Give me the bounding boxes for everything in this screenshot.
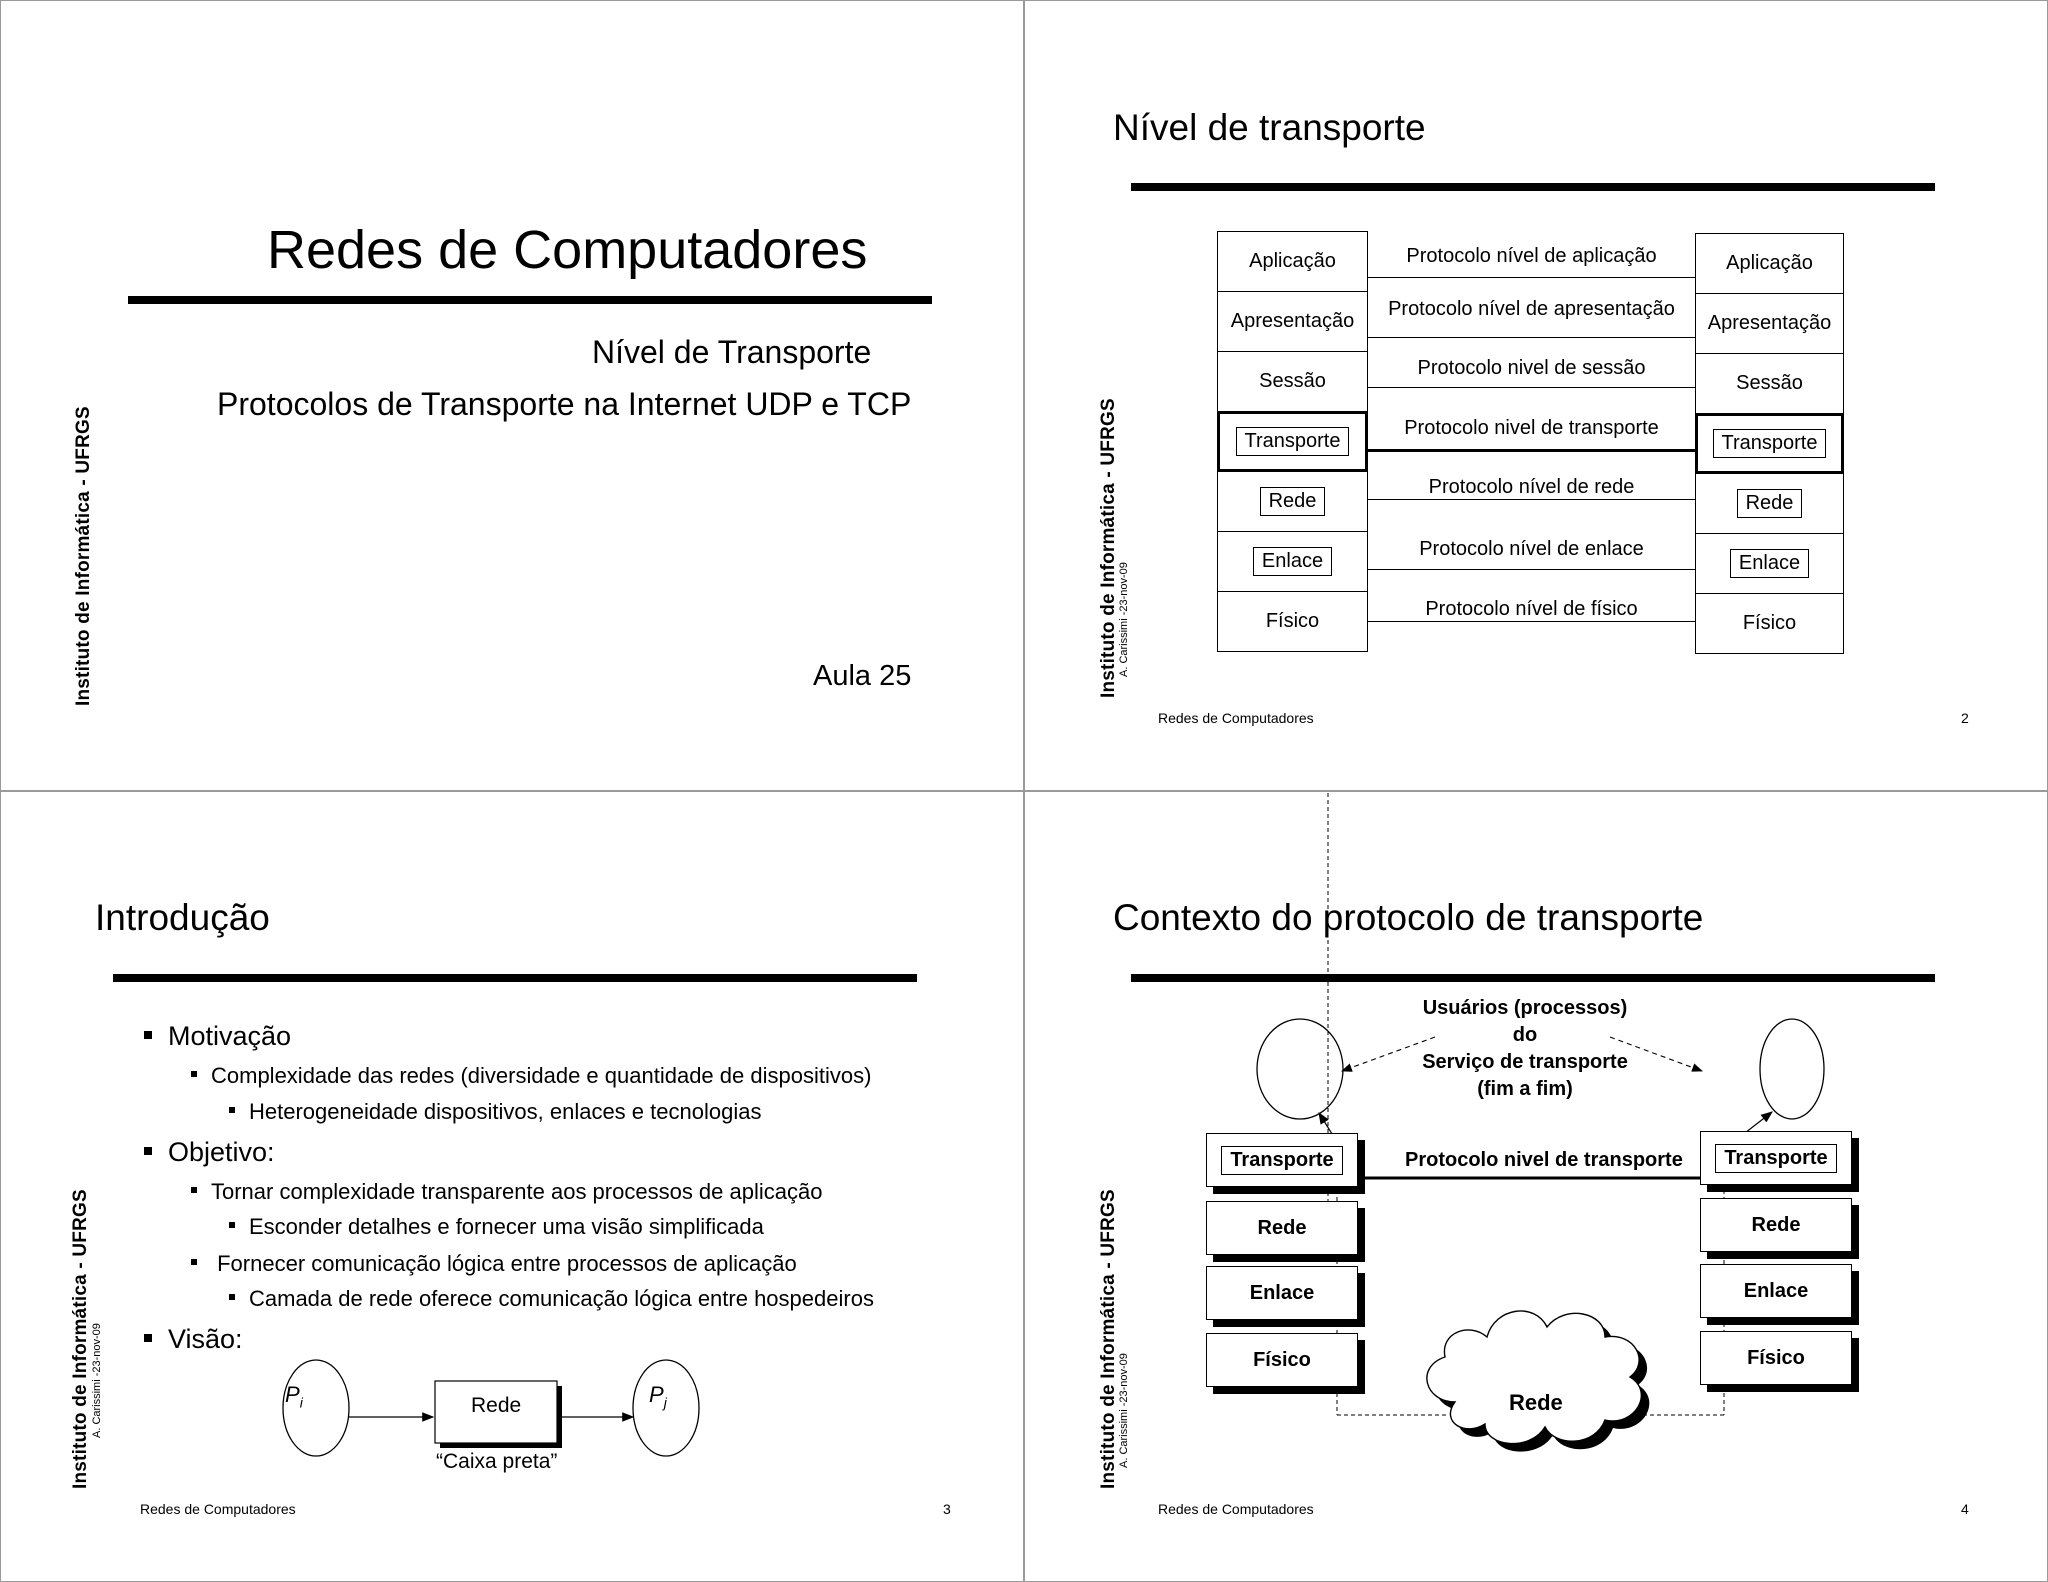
layer-label: Enlace bbox=[1253, 547, 1332, 576]
bullet-text: Motivação bbox=[168, 1021, 292, 1051]
title-rule bbox=[128, 296, 932, 304]
footer-text: Redes de Computadores bbox=[140, 1501, 296, 1517]
footer-text: Redes de Computadores bbox=[1158, 1501, 1314, 1517]
blackbox-caption: “Caixa preta” bbox=[436, 1450, 558, 1473]
bullet-text: Tornar complexidade transparente aos processos de aplicação bbox=[211, 1179, 823, 1204]
stack-layer-transporte bbox=[1206, 1133, 1358, 1187]
side-institute-label: Instituto de Informática - UFRGS bbox=[70, 1189, 91, 1489]
bullet-text: Camada de rede oferece comunicação lógica entre hospedeiros bbox=[249, 1286, 874, 1311]
protocol-label: Protocolo nivel de sessão bbox=[1417, 357, 1646, 379]
layer-label: Aplicação bbox=[1249, 250, 1336, 272]
stack-layer-label: Transporte bbox=[1221, 1146, 1342, 1175]
stack-layer-enlace bbox=[1700, 1264, 1852, 1318]
bullet-text: Complexidade das redes (diversidade e quantidade de dispositivos) bbox=[211, 1063, 872, 1088]
protocol-line bbox=[1368, 449, 1695, 452]
slide-4 bbox=[1024, 791, 2048, 1582]
protocol-line bbox=[1368, 337, 1695, 338]
slide-title: Nível de transporte bbox=[1113, 107, 1426, 148]
right-layer-aplicao bbox=[1695, 233, 1844, 294]
slide-1 bbox=[0, 0, 1024, 791]
protocol-label: Protocolo nível de enlace bbox=[1419, 538, 1644, 560]
left-layer-aplicao bbox=[1217, 231, 1368, 292]
stack-layer-fsico bbox=[1206, 1333, 1358, 1387]
stack-layer-fsico bbox=[1700, 1331, 1852, 1385]
layer-label: Físico bbox=[1265, 610, 1320, 632]
bullet-level-3 bbox=[229, 1214, 764, 1240]
bullet-text: Esconder detalhes e fornecer uma visão simplificada bbox=[249, 1214, 764, 1239]
layer-label: Enlace bbox=[1730, 549, 1809, 578]
side-author-label: A. Carissimi -23-nov-09 bbox=[1118, 1353, 1130, 1468]
left-layer-sesso bbox=[1217, 351, 1368, 412]
footer-text: Redes de Computadores bbox=[1158, 710, 1314, 726]
layer-label: Aplicação bbox=[1726, 252, 1813, 274]
protocol-line bbox=[1368, 277, 1695, 278]
bullet-level-2 bbox=[191, 1179, 822, 1205]
bullet-text: Heterogeneidade dispositivos, enlaces e tecnologias bbox=[249, 1099, 762, 1124]
protocol-line bbox=[1368, 387, 1695, 388]
right-layer-apresentao bbox=[1695, 293, 1844, 354]
layer-label: Rede bbox=[1260, 487, 1326, 516]
bullet-level-2 bbox=[191, 1251, 797, 1277]
stack-layer-label: Físico bbox=[1747, 1346, 1805, 1369]
side-institute-label: Instituto de Informática - UFRGS bbox=[73, 406, 94, 706]
bullet-square-icon bbox=[144, 1147, 152, 1155]
rede-box-label: Rede bbox=[471, 1394, 522, 1417]
slide-3 bbox=[0, 791, 1024, 1582]
bullet-square-icon bbox=[144, 1334, 152, 1342]
bullet-square-icon bbox=[191, 1071, 197, 1077]
bullet-level-1 bbox=[144, 1021, 291, 1052]
cloud-label: Rede bbox=[1509, 1390, 1563, 1415]
right-layer-rede bbox=[1695, 473, 1844, 534]
protocol-line bbox=[1368, 569, 1695, 570]
stack-layer-rede bbox=[1206, 1201, 1358, 1255]
bullet-level-1 bbox=[144, 1137, 275, 1168]
layer-label: Físico bbox=[1742, 612, 1797, 634]
layer-label: Transporte bbox=[1236, 427, 1350, 456]
bullet-text: Visão: bbox=[168, 1324, 243, 1354]
bullet-level-3 bbox=[229, 1099, 761, 1125]
stack-layer-transporte bbox=[1700, 1131, 1852, 1185]
protocol-label: Protocolo nível de apresentação bbox=[1388, 298, 1675, 320]
slide-title: Contexto do protocolo de transporte bbox=[1113, 897, 1704, 938]
protocol-label: Protocolo nível de aplicação bbox=[1406, 245, 1657, 267]
title-rule bbox=[113, 974, 917, 982]
bullet-level-1 bbox=[144, 1324, 243, 1355]
right-layer-fsico bbox=[1695, 593, 1844, 654]
bullet-square-icon bbox=[229, 1107, 235, 1113]
side-author-label: A. Carissimi -23-nov-09 bbox=[1118, 562, 1130, 677]
bullet-text: Fornecer comunicação lógica entre processos de aplicação bbox=[211, 1251, 797, 1276]
stack-layer-label: Rede bbox=[1257, 1216, 1307, 1239]
bullet-square-icon bbox=[191, 1187, 197, 1193]
bullet-level-3 bbox=[229, 1286, 874, 1312]
left-layer-fsico bbox=[1217, 591, 1368, 652]
side-institute-label: Instituto de Informática - UFRGS bbox=[1098, 1189, 1119, 1489]
left-layer-enlace bbox=[1217, 531, 1368, 592]
blackbox-diagram bbox=[271, 1342, 721, 1502]
page-number: 4 bbox=[1961, 1501, 1969, 1517]
users-label: Usuários (processos) do Serviço de transporte (fim a fim) bbox=[1422, 997, 1628, 1100]
layer-label: Rede bbox=[1737, 489, 1803, 518]
page-number: 3 bbox=[943, 1501, 951, 1517]
protocol-label: Protocolo nivel de transporte bbox=[1404, 417, 1659, 439]
right-layer-sesso bbox=[1695, 353, 1844, 414]
side-institute-label: Instituto de Informática - UFRGS bbox=[1098, 398, 1119, 698]
process-pi-label: $P_i$ bbox=[285, 1382, 303, 1411]
stack-layer-label: Físico bbox=[1253, 1348, 1311, 1371]
transport-context-diagram bbox=[1025, 792, 2047, 1581]
slide-2 bbox=[1024, 0, 2048, 791]
lecture-number: Aula 25 bbox=[813, 660, 912, 692]
subtitle-2: Protocolos de Transporte na Internet UDP e TCP bbox=[217, 386, 912, 422]
title-rule bbox=[1131, 183, 1935, 191]
stack-layer-label: Rede bbox=[1751, 1213, 1801, 1236]
transport-protocol-label: Protocolo nivel de transporte bbox=[1405, 1149, 1683, 1171]
stack-layer-enlace bbox=[1206, 1266, 1358, 1320]
left-layer-rede bbox=[1217, 471, 1368, 532]
stack-layer-rede bbox=[1700, 1198, 1852, 1252]
right-layer-transporte bbox=[1695, 413, 1844, 474]
side-author-label: A. Carissimi -23-nov-09 bbox=[91, 1323, 103, 1438]
stack-layer-label: Enlace bbox=[1249, 1281, 1315, 1304]
bullet-square-icon bbox=[229, 1294, 235, 1300]
right-layer-enlace bbox=[1695, 533, 1844, 594]
bullet-square-icon bbox=[191, 1259, 197, 1265]
layer-label: Sessão bbox=[1736, 372, 1803, 394]
slide-title: Introdução bbox=[95, 897, 270, 938]
layer-label: Apresentação bbox=[1230, 310, 1355, 332]
stack-layer-label: Transporte bbox=[1715, 1144, 1836, 1173]
protocol-label: Protocolo nível de físico bbox=[1425, 598, 1638, 620]
layer-label: Apresentação bbox=[1707, 312, 1832, 334]
bullet-square-icon bbox=[144, 1031, 152, 1039]
bullet-level-2 bbox=[191, 1063, 871, 1089]
bullet-text: Objetivo: bbox=[168, 1137, 275, 1167]
user-process-right bbox=[1760, 1019, 1824, 1119]
process-pj-label: $P_j$ bbox=[649, 1382, 667, 1411]
protocol-line bbox=[1368, 621, 1695, 622]
left-layer-apresentao bbox=[1217, 291, 1368, 352]
page-number: 2 bbox=[1961, 710, 1969, 726]
left-layer-transporte bbox=[1217, 411, 1368, 472]
bullet-square-icon bbox=[229, 1222, 235, 1228]
slide-title: Redes de Computadores bbox=[267, 220, 868, 280]
protocol-line bbox=[1368, 499, 1695, 500]
protocol-label: Protocolo nível de rede bbox=[1428, 476, 1635, 498]
layer-label: Transporte bbox=[1713, 429, 1827, 458]
stack-layer-label: Enlace bbox=[1743, 1279, 1809, 1302]
subtitle-1: Nível de Transporte bbox=[592, 334, 872, 370]
layer-label: Sessão bbox=[1259, 370, 1326, 392]
